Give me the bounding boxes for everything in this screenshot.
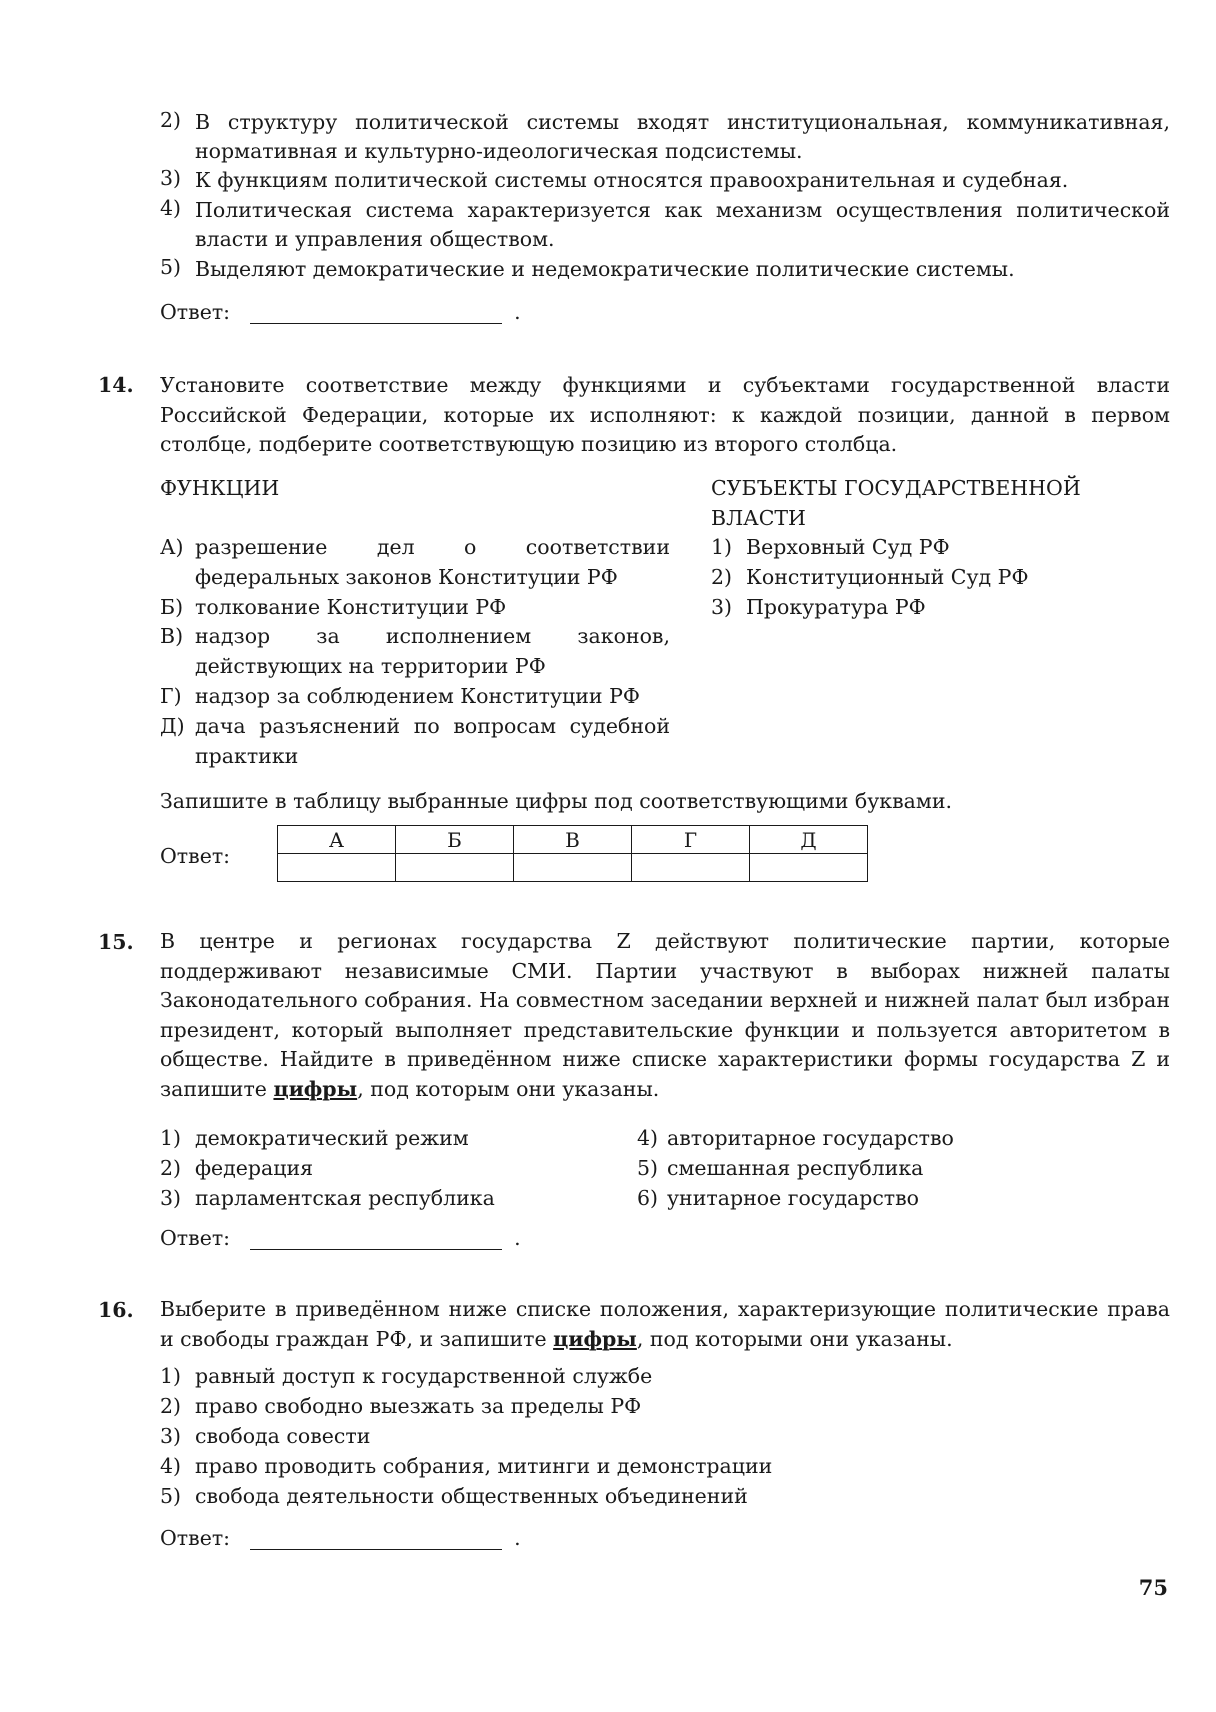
answer-table-header-row	[278, 826, 868, 854]
option-item	[160, 1422, 1060, 1452]
answer-label: Ответ:	[160, 1226, 231, 1250]
function-text: дача разъяснений по вопросам судебной практики	[195, 714, 670, 768]
option-text: унитарное государство	[667, 1186, 920, 1210]
function-item	[160, 712, 670, 771]
item-text: В структуру политической системы входят институциональная, коммуникативная, нормативная и культурно-идеологическая подсистемы.	[195, 110, 1170, 163]
option-item	[160, 1392, 1060, 1422]
item-number: 4)	[160, 196, 182, 220]
list-item	[160, 108, 1170, 166]
function-item	[160, 533, 670, 592]
option-key: 5)	[160, 1484, 182, 1508]
option-key: 4)	[160, 1454, 182, 1478]
function-text: надзор за исполнением законов, действующих на территории РФ	[195, 624, 670, 678]
answer-dot: .	[514, 300, 521, 324]
function-key: А)	[160, 535, 184, 559]
answer-field[interactable]	[160, 1526, 521, 1550]
question-text: Установите соответствие между функциями и субъектами государственной власти Российской Федерации, которые их исполняют: к каждой позиции, данной в первом столбце, подберите соответствующую позицию из второго столбца.	[160, 373, 1170, 456]
answer-line[interactable]	[250, 1227, 502, 1250]
functions-header: ФУНКЦИИ	[160, 476, 280, 500]
function-item	[160, 622, 670, 681]
option-item	[160, 1124, 610, 1154]
option-text: право свободно выезжать за пределы РФ	[195, 1394, 642, 1418]
table-header-cell: Г	[632, 826, 750, 854]
question-number: 14.	[98, 373, 134, 397]
option-key: 2)	[160, 1394, 182, 1418]
item-number: 2)	[160, 108, 182, 132]
option-item	[160, 1184, 610, 1214]
function-key: Б)	[160, 595, 184, 619]
item-text: Политическая система характеризуется как механизм осуществления политической власти и управления обществом.	[195, 198, 1170, 251]
subject-item	[711, 593, 1131, 623]
question-number: 16.	[98, 1298, 134, 1322]
option-item	[160, 1482, 1060, 1512]
question-text-part: В центре и регионах государства Z действуют политические партии, которые поддерживают независимые СМИ. Партии участвуют в выборах нижней палаты Законодательного собрания. На совместном заседании верхней и нижней палат был избран президент, который выполняет представительские функции и пользуется авторитетом в обществе. Найдите в приведённом ниже списке характеристики формы государства Z и запишите	[160, 929, 1170, 1101]
function-key: Д)	[160, 714, 185, 738]
table-header-cell: В	[514, 826, 632, 854]
answer-cell[interactable]	[514, 854, 632, 882]
subjects-header: СУБЪЕКТЫ ГОСУДАРСТВЕННОЙ ВЛАСТИ	[711, 476, 1081, 530]
page-number: 75	[1138, 1575, 1168, 1600]
emphasis-text: цифры	[273, 1076, 358, 1101]
answer-line[interactable]	[250, 301, 502, 324]
subject-key: 1)	[711, 535, 733, 559]
option-key: 4)	[637, 1126, 659, 1150]
answer-cell[interactable]	[750, 854, 868, 882]
list-item	[160, 166, 1170, 195]
subject-item	[711, 563, 1131, 593]
question-number: 15.	[98, 930, 134, 954]
option-text: смешанная республика	[667, 1156, 924, 1180]
item-number: 5)	[160, 255, 182, 279]
option-text: парламентская республика	[195, 1186, 495, 1210]
question-text-part: , под которым они указаны.	[357, 1076, 660, 1101]
option-item	[637, 1184, 1137, 1214]
answer-dot: .	[514, 1526, 521, 1550]
option-text: демократический режим	[195, 1126, 469, 1150]
option-item	[160, 1452, 1060, 1482]
answer-cell[interactable]	[278, 854, 396, 882]
function-text: надзор за соблюдением Конституции РФ	[195, 684, 640, 708]
answer-table	[277, 825, 868, 882]
option-key: 6)	[637, 1186, 659, 1210]
option-text: федерация	[195, 1156, 314, 1180]
table-header-cell: Д	[750, 826, 868, 854]
subject-text: Конституционный Суд РФ	[746, 565, 1029, 589]
list-item	[160, 255, 1170, 284]
answer-label: Ответ:	[160, 1526, 231, 1550]
answer-line[interactable]	[250, 1527, 502, 1550]
function-text: толкование Конституции РФ	[195, 595, 507, 619]
question-text-part: , под которыми они указаны.	[636, 1326, 953, 1351]
function-item	[160, 593, 670, 623]
subject-item	[711, 533, 1131, 563]
option-text: равный доступ к государственной службе	[195, 1364, 653, 1388]
question-text	[160, 927, 1170, 1104]
subject-text: Прокуратура РФ	[746, 595, 926, 619]
option-item	[637, 1124, 1137, 1154]
option-item	[637, 1154, 1137, 1184]
answer-field[interactable]	[160, 1226, 521, 1250]
item-number: 3)	[160, 166, 182, 190]
option-key: 3)	[160, 1424, 182, 1448]
option-key: 5)	[637, 1156, 659, 1180]
option-text: право проводить собрания, митинги и демонстрации	[195, 1454, 773, 1478]
table-header-cell: А	[278, 826, 396, 854]
item-text: К функциям политической системы относятся правоохранительная и судебная.	[195, 168, 1069, 192]
question-text	[160, 1295, 1170, 1354]
answer-table-input-row	[278, 854, 868, 882]
option-text: свобода совести	[195, 1424, 371, 1448]
answer-label: Ответ:	[160, 844, 231, 868]
table-header-cell: Б	[396, 826, 514, 854]
option-text: авторитарное государство	[667, 1126, 954, 1150]
answer-label: Ответ:	[160, 300, 231, 324]
option-key: 3)	[160, 1186, 182, 1210]
question-text-part: Выберите в приведённом ниже списке положения, характеризующие политические права и свободы граждан РФ, и запишите	[160, 1297, 1170, 1351]
option-key: 2)	[160, 1156, 182, 1180]
subject-key: 3)	[711, 595, 733, 619]
subject-key: 2)	[711, 565, 733, 589]
option-item	[160, 1154, 610, 1184]
function-text: разрешение дел о соответствии федеральных законов Конституции РФ	[195, 535, 670, 589]
emphasis-text: цифры	[553, 1326, 637, 1351]
subject-text: Верховный Суд РФ	[746, 535, 950, 559]
answer-dot: .	[514, 1226, 521, 1250]
option-key: 1)	[160, 1126, 182, 1150]
list-item	[160, 196, 1170, 254]
option-text: свобода деятельности общественных объединений	[195, 1484, 748, 1508]
option-item	[160, 1362, 1060, 1392]
answer-cell[interactable]	[632, 854, 750, 882]
instruction-text: Запишите в таблицу выбранные цифры под соответствующими буквами.	[160, 789, 953, 813]
option-key: 1)	[160, 1364, 182, 1388]
function-item	[160, 682, 670, 712]
function-key: Г)	[160, 684, 182, 708]
answer-field[interactable]	[160, 300, 521, 324]
answer-cell[interactable]	[396, 854, 514, 882]
item-text: Выделяют демократические и недемократические политические системы.	[195, 257, 1015, 281]
function-key: В)	[160, 624, 184, 648]
